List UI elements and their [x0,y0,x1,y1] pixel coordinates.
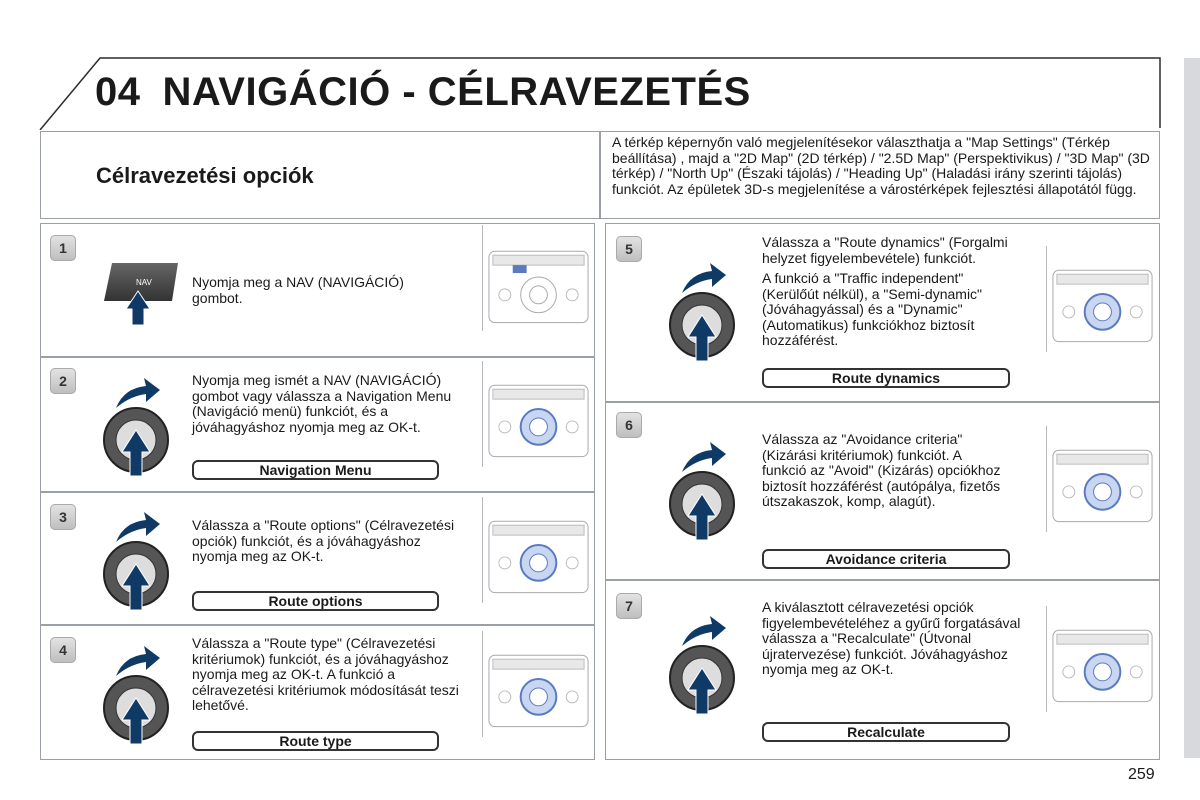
rotary-knob-icon [100,502,180,618]
chapter-title [95,70,751,115]
step-4-text: Válassza a "Route type" (Célravezetési kritériumok) funkciót, és a jóváhagyáshoz nyomja meg az OK-t. A funkció a célravezetési kritériumok módosítását teszi lehetővé. [192,635,459,713]
step-1-text: Nyomja meg a NAV (NAVIGÁCIÓ) gombot. [192,274,404,306]
rotary-knob-icon [100,636,180,752]
navigation-menu-label: Navigation Menu [192,460,439,480]
rotary-knob-icon [666,253,746,369]
rotary-knob-icon [666,606,746,722]
step-2-text: Nyomja meg ismét a NAV (NAVIGÁCIÓ) gombot vagy válassza a Navigation Menu (Navigáció menü) funkciót, és a jóváhagyáshoz nyomja meg az OK-t. [192,372,452,435]
avoidance-criteria-label: Avoidance criteria [762,549,1010,569]
recalculate-label: Recalculate [762,722,1010,742]
route-options-label: Route options [192,591,439,611]
step-3-badge: 3 [50,504,76,530]
nav-button-icon [100,255,190,327]
route-dynamics-label: Route dynamics [762,368,1010,388]
step-6-text: Válassza az "Avoidance criteria" (Kizárási kritériumok) funkciót. A funkció az "Avoid" (Kizárás) opciókhoz biztosít hozzáférést (autópálya, fizetős útszakaszok, komp, alagút). [762,431,1001,509]
chapter-number: 04 [95,70,141,114]
step-5-text-detail: A funkció a "Traffic independent" (Kerülőút nélkül), a "Semi-dynamic" (Jóváhagyással) és a "Dynamic" (Automatikus) funkciókhoz biztosít hozzáférést. [762,270,983,348]
side-strip [1184,58,1200,758]
intro-paragraph: A térkép képernyőn való megjelenítésekor választhatja a "Map Settings" (Térkép beállítása) , majd a "2D Map" (2D térkép) / "2.5D Map" (Perspektivikus) / "3D Map" (3D térkép) / "North Up" (Északi tájolás) / "Heading Up" (Haladási irány szerinti tájolás) funkciót. Az épületek 3D-s megjelenítése a várostérképek fejlesztési állapotától függ. [612,134,1150,197]
console-thumbnail-5 [1046,246,1158,352]
console-thumbnail-7 [1046,606,1158,712]
console-thumbnail-4 [482,631,594,737]
chapter-heading: NAVIGÁCIÓ - CÉLRAVEZETÉS [162,70,751,114]
nav-key-label: NAV [136,278,152,287]
route-type-label: Route type [192,731,439,751]
console-thumbnail-2 [482,361,594,467]
step-5-text: Válassza a "Route dynamics" (Forgalmi helyzet figyelembevétele) funkciót. [762,234,1008,266]
step-5-badge: 5 [616,236,642,262]
page-number: 259 [1128,766,1155,783]
step-3-text: Válassza a "Route options" (Célravezetési opciók) funkciót, és a jóváhagyáshoz nyomja meg az OK-t. [192,517,455,564]
step-7-text: A kiválasztott célravezetési opciók figyelembevételéhez a gyűrű forgatásával válassza a "Recalculate" (Útvonal újratervezése) funkciót. Jóváhagyáshoz nyomja meg az OK-t. [762,599,1021,677]
rotary-knob-icon [666,432,746,548]
step-7-badge: 7 [616,593,642,619]
console-thumbnail-1 [482,225,594,331]
step-2-badge: 2 [50,368,76,394]
rotary-knob-icon [100,368,180,484]
step-1-badge: 1 [50,235,76,261]
console-thumbnail-3 [482,497,594,603]
console-thumbnail-6 [1046,426,1158,532]
section-subtitle: Célravezetési opciók [96,163,314,188]
step-4-badge: 4 [50,637,76,663]
step-6-badge: 6 [616,412,642,438]
